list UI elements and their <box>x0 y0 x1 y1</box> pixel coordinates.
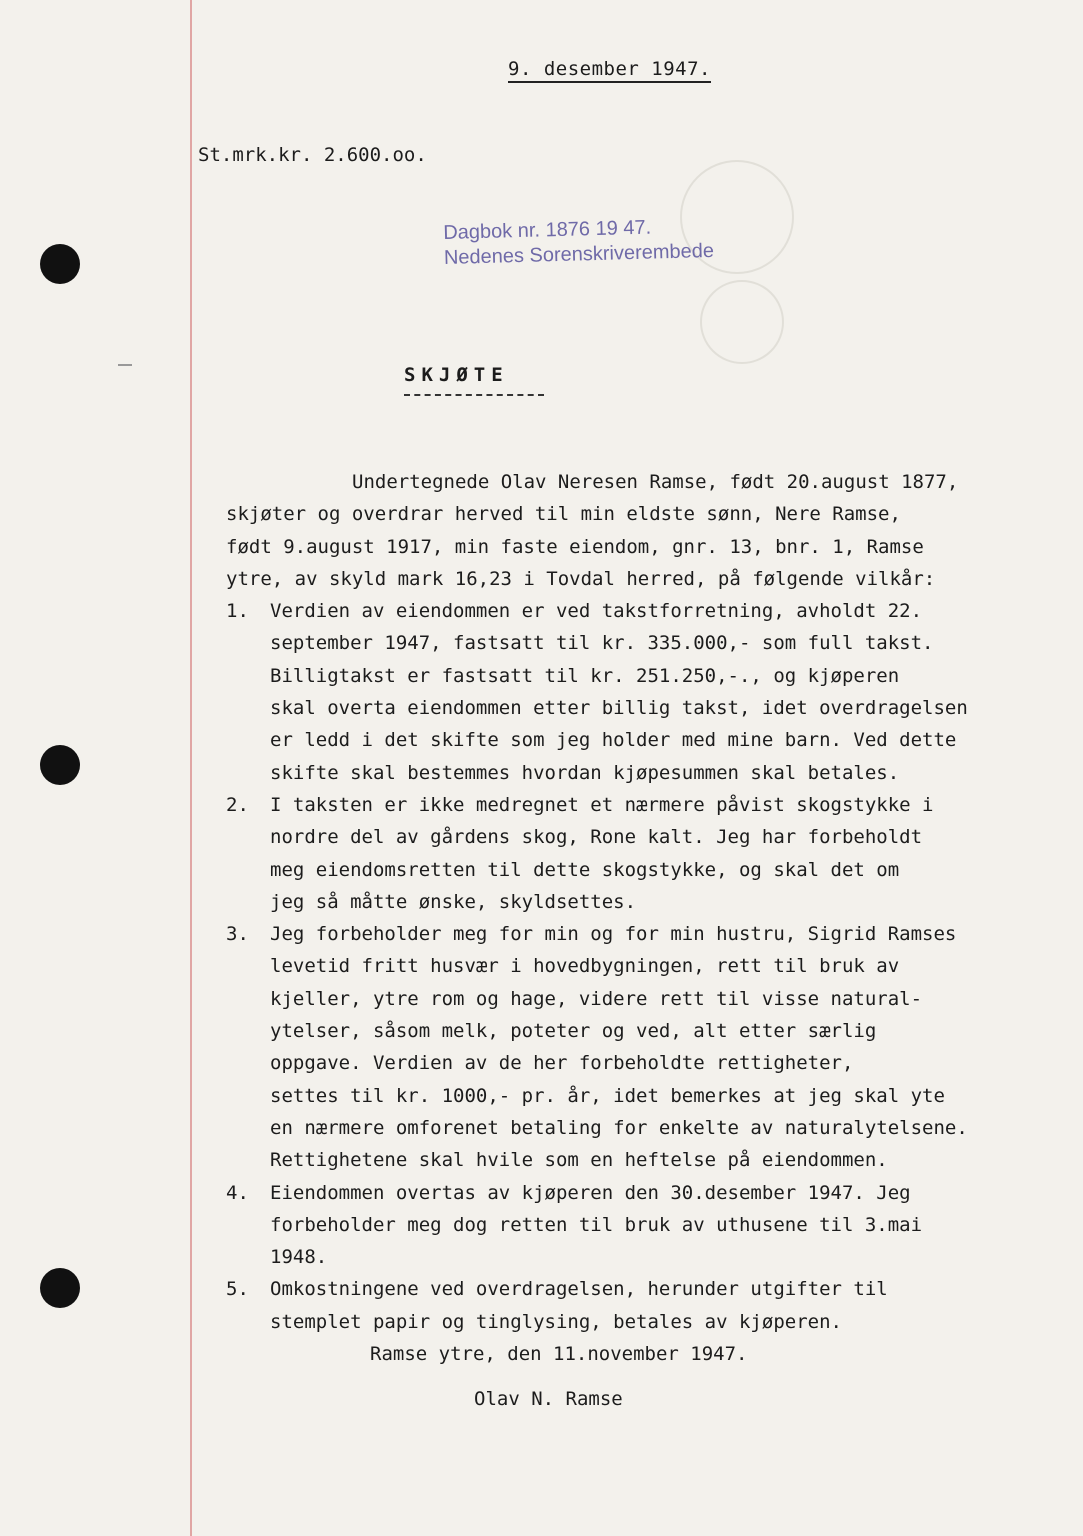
clause-line: skal overta eiendommen etter billig takst, idet overdragelsen <box>270 697 968 720</box>
punch-hole <box>40 244 80 284</box>
clause-line: settes til kr. 1000,- pr. år, idet bemerkes at jeg skal yte <box>270 1084 945 1107</box>
intro-line: født 9.august 1917, min faste eiendom, gnr. 13, bnr. 1, Ramse <box>226 535 924 558</box>
intro-line: Undertegnede Olav Neresen Ramse, født 20.august 1877, <box>352 471 959 493</box>
clause-number: 5. <box>226 1278 249 1301</box>
intro-line: skjøter og overdrar herved til min eldste sønn, Nere Ramse, <box>226 503 901 526</box>
clause-line: nordre del av gårdens skog, Rone kalt. Jeg har forbeholdt <box>270 826 923 849</box>
clause-line: meg eiendomsretten til dette skogstykke, og skal det om <box>270 858 900 881</box>
clause-3 <box>226 918 1056 1176</box>
title-underline <box>404 394 544 396</box>
clause-line: september 1947, fastsatt til kr. 335.000,- som full takst. <box>270 632 934 655</box>
clause-2 <box>226 789 1056 918</box>
punch-hole <box>40 1268 80 1308</box>
clause-line: Eiendommen overtas av kjøperen den 30.desember 1947. Jeg <box>270 1181 911 1204</box>
clause-number: 4. <box>226 1181 249 1204</box>
clause-line: Omkostningene ved overdragelsen, herunder utgifter til <box>270 1278 888 1301</box>
clause-line: ytelser, såsom melk, poteter og ved, alt etter særlig <box>270 1020 877 1043</box>
court-office: Nedenes Sorenskriverembede <box>443 239 715 269</box>
signature: Olav N. Ramse <box>474 1388 623 1410</box>
bleed-through-seal <box>700 280 784 364</box>
clause-line: Rettighetene skal hvile som en heftelse på eiendommen. <box>270 1149 888 1172</box>
clause-line: er ledd i det skifte som jeg holder med mine barn. Ved dette <box>270 729 957 752</box>
clause-5 <box>226 1273 1056 1338</box>
document-body <box>226 466 1056 1370</box>
clause-number: 1. <box>226 600 249 623</box>
clause-1 <box>226 595 1056 789</box>
clause-line: oppgave. Verdien av de her forbeholdte rettigheter, <box>270 1052 854 1075</box>
document-date: 9. desember 1947. <box>508 58 711 83</box>
clause-number: 3. <box>226 923 249 946</box>
punch-hole <box>40 745 80 785</box>
clause-4 <box>226 1177 1056 1274</box>
clause-line: kjeller, ytre rom og hage, videre rett til visse natural- <box>270 987 923 1010</box>
intro-line: ytre, av skyld mark 16,23 i Tovdal herred, på følgende vilkår: <box>226 567 936 590</box>
document-title: SKJØTE <box>404 364 509 386</box>
clause-line: stemplet papir og tinglysing, betales av kjøperen. <box>270 1310 842 1333</box>
clause-line: Billigtakst er fastsatt til kr. 251.250,-., og kjøperen <box>270 664 900 687</box>
clause-line: en nærmere omforenet betaling for enkelte av naturalytelsene. <box>270 1116 968 1139</box>
clause-line: Verdien av eiendommen er ved takstforretning, avholdt 22. <box>270 600 923 623</box>
journal-stamp <box>443 215 714 270</box>
clause-line: Jeg forbeholder meg for min og for min hustru, Sigrid Ramses <box>270 923 957 946</box>
clause-line: 1948. <box>270 1246 328 1269</box>
stamp-duty-value: St.mrk.kr. 2.600.oo. <box>198 144 427 166</box>
clause-line: jeg så måtte ønske, skyldsettes. <box>270 890 637 913</box>
clause-line: I taksten er ikke medregnet et nærmere påvist skogstykke i <box>270 793 934 816</box>
clause-line: forbeholder meg dog retten til bruk av uthusene til 3.mai <box>270 1213 923 1236</box>
place-and-date: Ramse ytre, den 11.november 1947. <box>370 1343 748 1366</box>
margin-line <box>190 0 192 1536</box>
clause-line: skifte skal bestemmes hvordan kjøpesummen skal betales. <box>270 761 900 784</box>
margin-mark <box>118 364 132 366</box>
clause-line: levetid fritt husvær i hovedbygningen, rett til bruk av <box>270 955 900 978</box>
clause-number: 2. <box>226 793 249 816</box>
journal-number: Dagbok nr. 1876 19 47. <box>443 216 652 244</box>
